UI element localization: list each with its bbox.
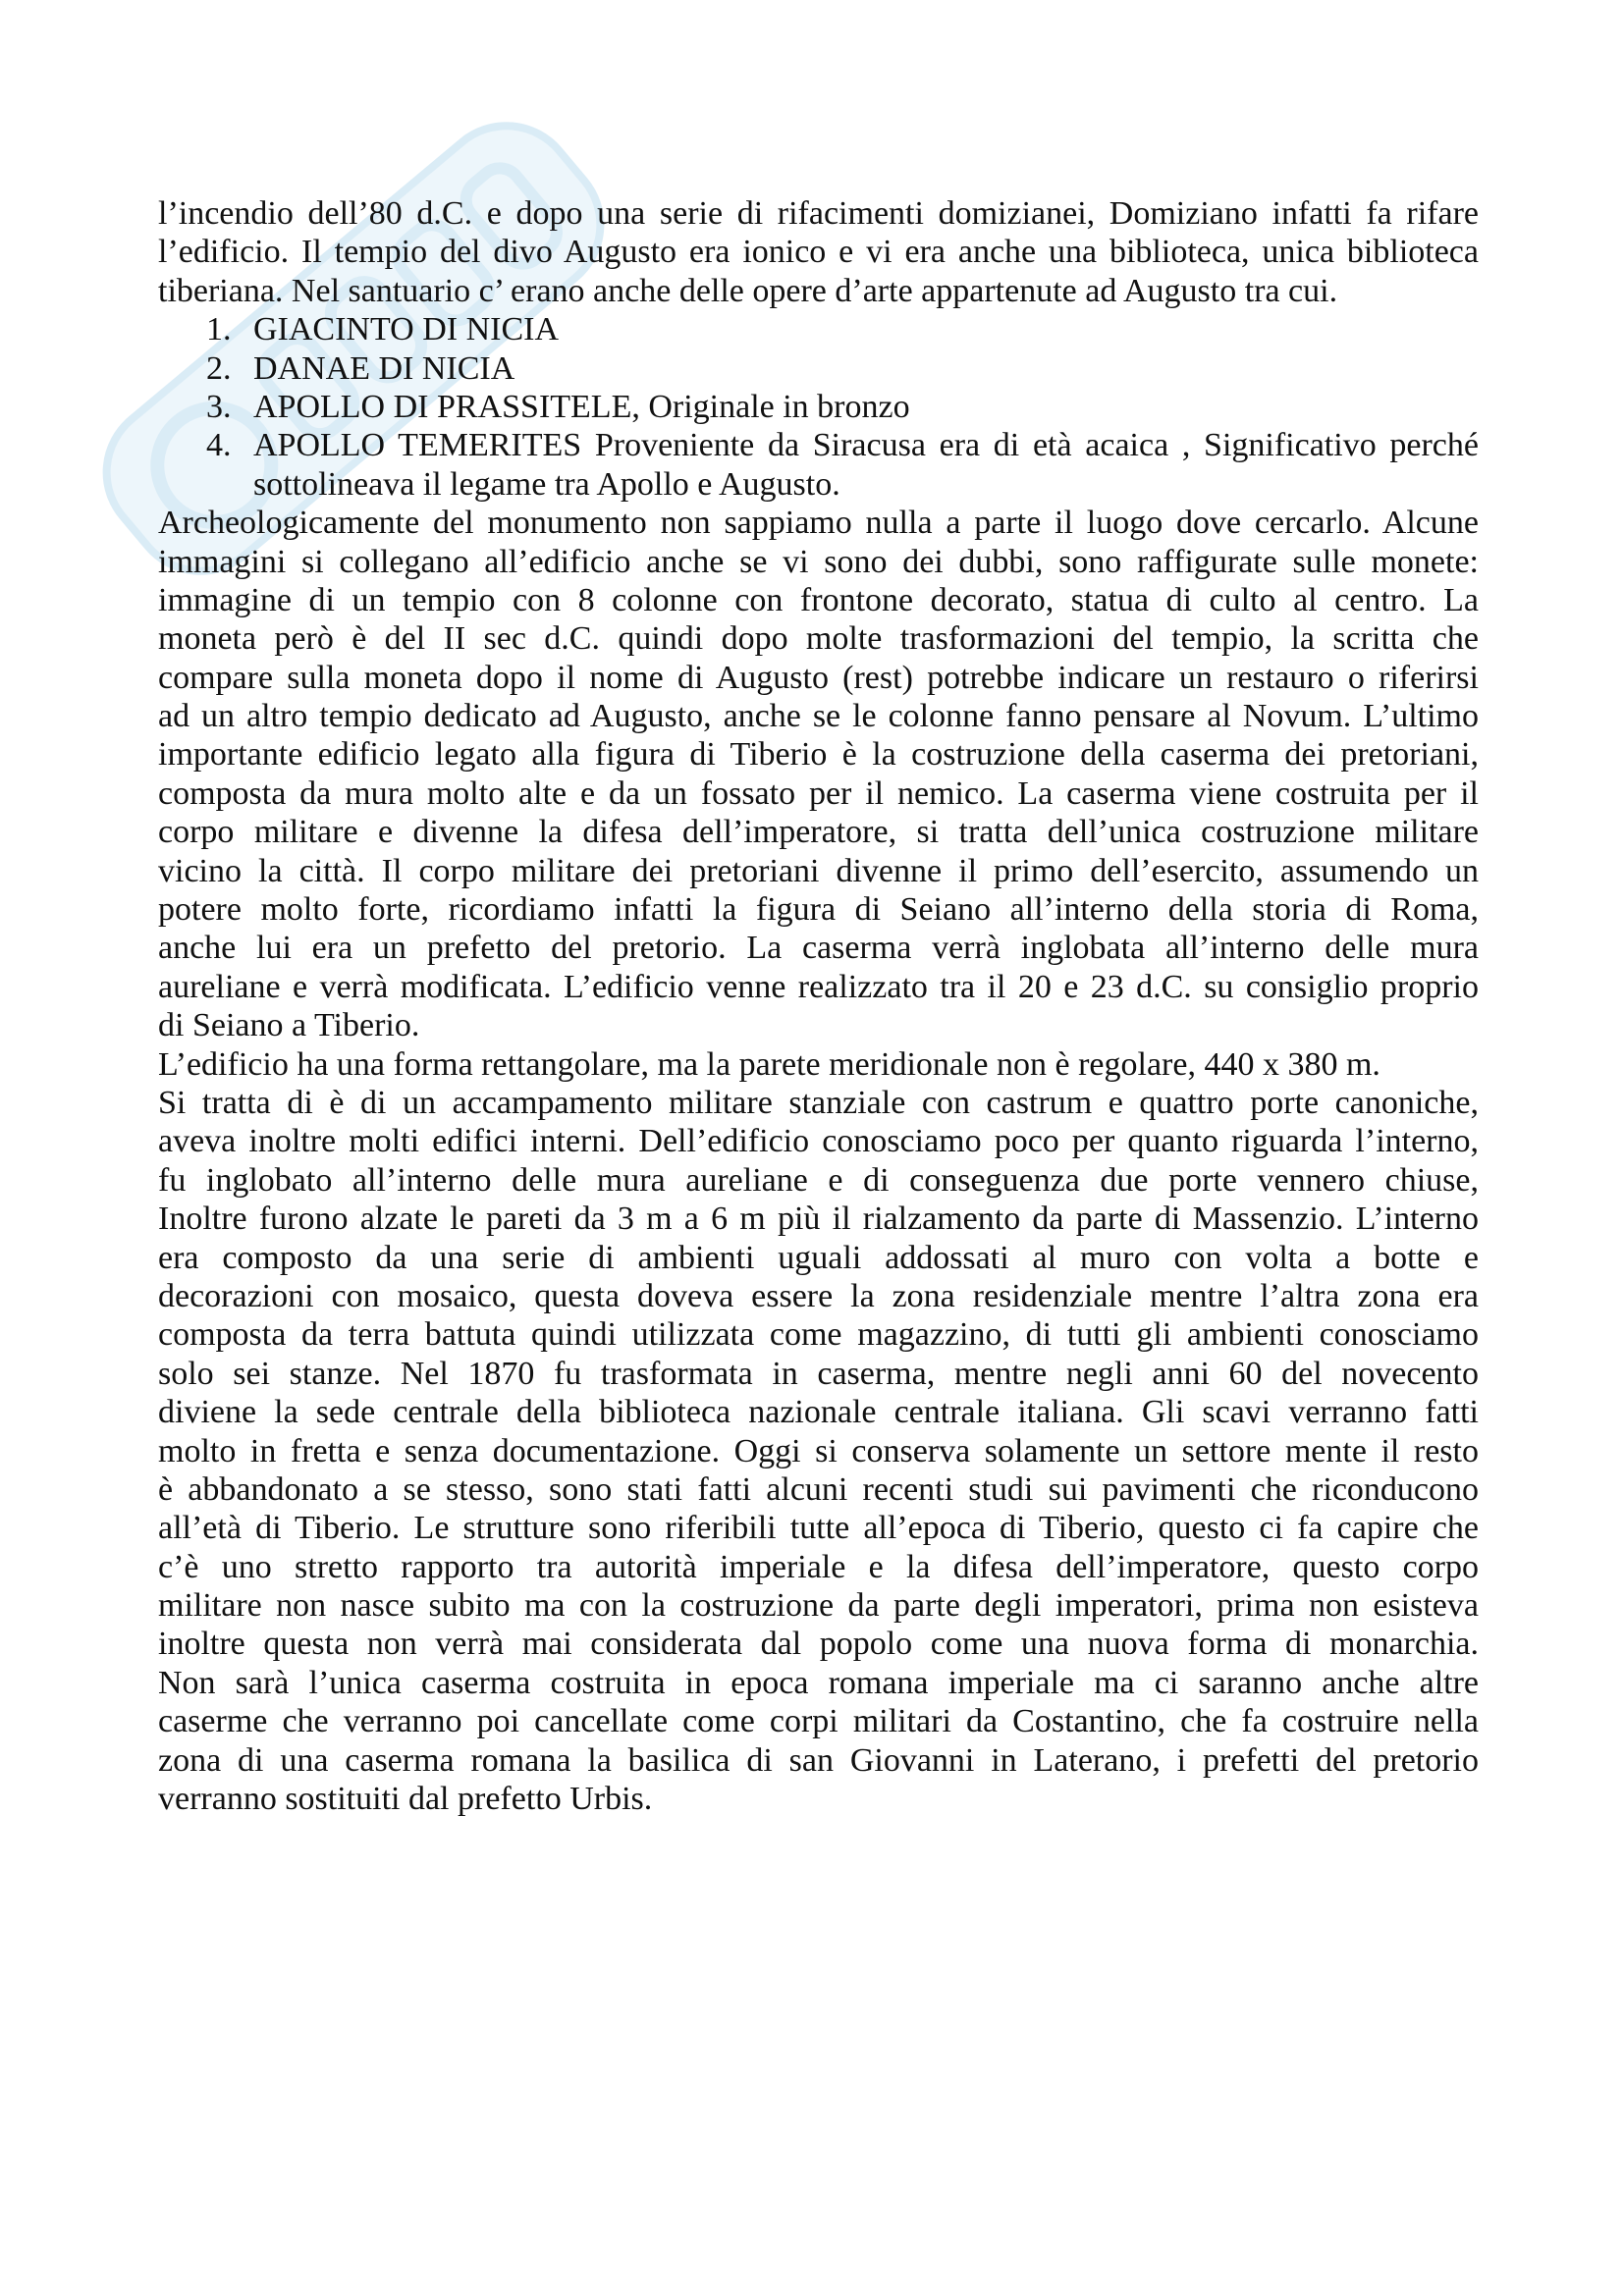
paragraph-intro [158,194,1479,310]
list-number: 3. [206,388,232,425]
paragraph-line: militare non nasce subito ma con la costruzione da parte degli imperatori, prima non esisteva [158,1587,1479,1625]
list-number: 4. [206,427,232,464]
paragraph-line: composta da terra battuta quindi utilizzata come magazzino, di tutti gli ambienti conosciamo [158,1316,1479,1354]
paragraph-line: Archeologicamente del monumento non sappiamo nulla a parte il luogo dove cercarlo. Alcune [158,505,1479,542]
paragraph-praetorian-camp [158,1084,1479,1818]
paragraph-line: l’incendio dell’80 d.C. e dopo una serie di rifacimenti domizianei, Domiziano infatti fa rifare [158,195,1479,232]
paragraph-line: caserme che verranno poi cancellate come corpi militari da Costantino, che fa costruire nella [158,1703,1479,1740]
paragraph-line: verranno sostituiti dal prefetto Urbis. [158,1781,653,1818]
paragraph-line: anche lui era un prefetto del pretorio. La caserma verrà inglobata all’interno delle mura [158,930,1479,967]
paragraph-line: vicino la città. Il corpo militare dei pretoriani divenne il primo dell’esercito, assumendo un [158,852,1479,889]
list-item-text: GIACINTO DI NICIA [253,311,559,348]
paragraph-line: l’edificio. Il tempio del divo Augusto era ionico e vi era anche una biblioteca, unica biblioteca [158,234,1479,271]
list-item [206,310,1479,348]
paragraph-line: diviene la sede centrale della biblioteca nazionale centrale italiana. Gli scavi verranno fatti [158,1394,1479,1431]
paragraph-line: è abbandonato a se stesso, sono stati fatti alcuni recenti studi sui pavimenti che riconducono [158,1470,1479,1508]
paragraph-line: solo sei stanze. Nel 1870 fu trasformata in caserma, mentre negli anni 60 del novecento [158,1355,1479,1392]
list-item [206,426,1479,504]
paragraph-line: molto in fretta e senza documentazione. Oggi si conserva solamente un settore mente il resto [158,1432,1479,1469]
paragraph-line: corpo militare e divenne la difesa dell’imperatore, si tratta dell’unica costruzione militare [158,814,1479,851]
paragraph-line: importante edificio legato alla figura di Tiberio è la costruzione della caserma dei pretoriani, [158,736,1479,774]
paragraph-line: Si tratta di è di un accampamento militare stanziale con castrum e quattro porte canoniche, [158,1084,1479,1121]
paragraph-line: era composto da una serie di ambienti uguali addossati al muro con volta a botte e [158,1239,1479,1276]
paragraph-line: tiberiana. Nel santuario c’ erano anche delle opere d’arte appartenute ad Augusto tra cui. [158,272,1338,309]
paragraph-line: compare sulla moneta dopo il nome di Augusto (rest) potrebbe indicare un restauro o riferirsi [158,659,1479,696]
artworks-list [158,310,1479,504]
paragraph-line: immagine di un tempio con 8 colonne con frontone decorato, statua di culto al centro. La [158,581,1479,618]
list-item-text: APOLLO DI PRASSITELE, Originale in bronzo [253,388,910,425]
list-item-text: DANAE DI NICIA [253,349,515,387]
list-item [206,349,1479,388]
paragraph-line: decorazioni con mosaico, questa doveva essere la zona residenziale mentre l’altra zona era [158,1277,1479,1314]
paragraph-line: immagini si collegano all’edificio anche se vi sono dei dubbi, sono raffigurate sulle monete: [158,543,1479,580]
paragraph-archaeology [158,504,1479,1044]
paragraph-line: c’è uno stretto rapporto tra autorità imperiale e la difesa dell’imperatore, questo corpo [158,1548,1479,1585]
paragraph-line: Non sarà l’unica caserma costruita in epoca romana imperiale ma ci saranno anche altre [158,1664,1479,1701]
paragraph-line: di Seiano a Tiberio. [158,1007,420,1044]
paragraph-line: all’età di Tiberio. Le strutture sono riferibili tutte all’epoca di Tiberio, questo ci fa capire che [158,1510,1479,1547]
paragraph-line: Inoltre furono alzate le pareti da 3 m a 6 m più il rialzamento da parte di Massenzio. L’interno [158,1201,1479,1238]
paragraph-dimensions [158,1045,1479,1084]
list-item-text: sottolineava il legame tra Apollo e Augusto. [253,465,840,503]
paragraph-line: inoltre questa non verrà mai considerata dal popolo come una nuova forma di monarchia. [158,1626,1479,1663]
paragraph-line: ad un altro tempio dedicato ad Augusto, anche se le colonne fanno pensare al Novum. L’ultimo [158,698,1479,735]
document-body [158,194,1479,1818]
paragraph-line: potere molto forte, ricordiamo infatti la figura di Seiano all’interno della storia di Roma, [158,891,1479,929]
paragraph-line: aveva inoltre molti edifici interni. Dell’edificio conosciamo poco per quanto riguarda l’interno, [158,1123,1479,1160]
paragraph-line: composta da mura molto alte e da un fossato per il nemico. La caserma viene costruita per il [158,774,1479,812]
paragraph-line: fu inglobato all’interno delle mura aureliane e di conseguenza due porte vennero chiuse, [158,1161,1479,1199]
list-number: 2. [206,349,232,387]
paragraph-line: zona di una caserma romana la basilica di san Giovanni in Laterano, i prefetti del pretorio [158,1741,1479,1779]
list-number: 1. [206,311,232,348]
list-item [206,388,1479,426]
paragraph-line: L’edificio ha una forma rettangolare, ma la parete meridionale non è regolare, 440 x 380 m. [158,1045,1380,1083]
paragraph-line: moneta però è del II sec d.C. quindi dopo molte trasformazioni del tempio, la scritta che [158,620,1479,658]
list-item-text: APOLLO TEMERITES Proveniente da Siracusa era di età acaica , Significativo perché [253,427,1479,464]
paragraph-line: aureliane e verrà modificata. L’edificio venne realizzato tra il 20 e 23 d.C. su consiglio proprio [158,968,1479,1005]
